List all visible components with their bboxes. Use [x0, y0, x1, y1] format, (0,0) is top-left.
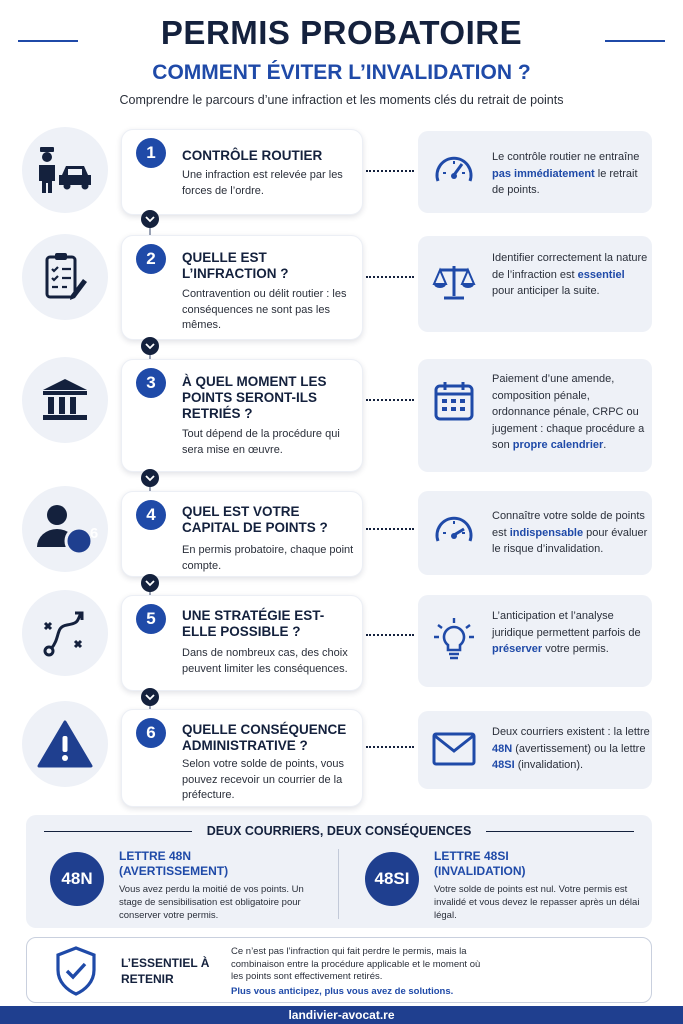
two-letters-panel: [26, 815, 652, 928]
chevron-down-icon: [141, 469, 159, 487]
letter-48si-heading: LETTRE 48SI (INVALIDATION): [434, 849, 526, 878]
info-text-5: [492, 608, 648, 658]
step-text-6: Selon votre solde de points, vous pouvez recevoir un courrier de la préfecture.: [182, 758, 345, 801]
key-takeaway-highlight: Plus vous anticipez, plus vous avez de solutions.: [231, 986, 454, 997]
envelope-icon: [432, 727, 476, 771]
user-points-icon: [22, 486, 108, 572]
step-text-3: Tout dépend de la procédure qui sera mise en œuvre.: [182, 428, 340, 456]
info-card-6: [418, 711, 652, 789]
info-text-5-b: votre permis.: [542, 643, 609, 655]
scales-icon: [432, 260, 476, 304]
info-text-2-b: pour anticiper la suite.: [492, 285, 600, 297]
info-highlight-4: indispensable: [509, 526, 584, 539]
footer-link[interactable]: landivier-avocat.re: [0, 1006, 683, 1024]
step-number-3: 3: [136, 368, 166, 398]
info-highlight-1: pas immédiatement: [492, 167, 595, 180]
step-card-6: [121, 709, 363, 807]
connector-dots-2: [366, 276, 414, 278]
chevron-down-icon: [141, 337, 159, 355]
chevron-down-icon: [141, 688, 159, 706]
badge-48n: 48N: [50, 852, 104, 906]
points-badge: 6: [89, 525, 99, 542]
step-title-5: UNE STRATÉGIE EST-ELLE POSSIBLE ?: [182, 608, 325, 639]
info-text-1-a: Le contrôle routier ne entraîne: [492, 151, 640, 163]
step-card-4: [121, 491, 363, 577]
step-number-2: 2: [136, 244, 166, 274]
step-card-5: [121, 595, 363, 691]
step-text-2: Contravention ou délit routier : les conséquences ne sont pas les mêmes.: [182, 288, 347, 331]
step-title-1: CONTRÔLE ROUTIER: [182, 148, 323, 163]
lightbulb-icon: [432, 617, 476, 661]
info-text-6-b: (avertissement) ou la lettre: [512, 742, 646, 755]
page-title: PERMIS PROBATOIRE: [160, 14, 523, 51]
info-highlight-3: propre calendrier: [512, 439, 604, 451]
step-text-4: En permis probatoire, chaque point compte.: [182, 544, 354, 572]
courthouse-icon: [22, 357, 108, 443]
info-text-4-b: pour évaluer le risque d’invalidation.: [492, 526, 648, 555]
police-car-icon: [22, 127, 108, 213]
connector-dots-5: [366, 634, 414, 636]
key-takeaway-panel: [26, 937, 652, 1003]
chevron-down-icon: [141, 210, 159, 228]
info-text-4-a: Connaître votre solde de points est: [492, 510, 645, 539]
info-text-3-b: .: [603, 439, 607, 451]
calendar-icon: [432, 379, 476, 423]
info-text-3: [492, 371, 648, 454]
step-number-1: 1: [136, 138, 166, 168]
warning-icon: [22, 701, 108, 787]
gauge-icon: [432, 149, 476, 193]
connector-dots-1: [366, 170, 414, 172]
step-card-1: [121, 129, 363, 215]
connector-dots-6: [366, 746, 414, 748]
key-takeaway-text: Ce n’est pas l’infraction qui fait perdre le permis, mais la combinaison entre la procédure applicable et le moment où les points sont effectivement retirés.: [231, 946, 481, 982]
info-text-3-a: Paiement d’une amende, composition pénale, ordonnance pénale, CRPC ou jugement : chaque procédure a son: [492, 373, 645, 451]
info-card-2: [418, 236, 652, 332]
step-title-6: QUELLE CONSÉQUENCE ADMINISTRATIVE ?: [182, 722, 347, 753]
info-card-5: [418, 595, 652, 687]
letter-48si-text: Votre solde de points est nul. Votre permis est invalidé et vous devez le repasser après un délai légal.: [434, 884, 640, 921]
info-text-1: [492, 149, 648, 199]
letter-48n-heading: LETTRE 48N (AVERTISSEMENT): [119, 849, 229, 878]
step-title-4: QUEL EST VOTRE CAPITAL DE POINTS ?: [182, 504, 328, 535]
info-highlight-2: essentiel: [577, 268, 625, 281]
info-text-5-a: L’anticipation et l’analyse juridique permettent parfois de: [492, 610, 641, 639]
two-letters-title: DEUX COURRIERS, DEUX CONSÉQUENCES: [206, 824, 472, 838]
intro-text: Comprendre le parcours d’une infraction et les moments clés du retrait de points: [119, 93, 564, 107]
step-card-3: [121, 359, 363, 472]
connector-dots-4: [366, 528, 414, 530]
info-text-6-a: Deux courriers existent : la lettre: [492, 726, 650, 738]
step-number-4: 4: [136, 500, 166, 530]
key-takeaway-title: L’ESSENTIEL À RETENIR: [121, 956, 210, 986]
chevron-down-icon: [141, 574, 159, 592]
gauge-icon: [432, 509, 476, 553]
info-text-1-b: le retrait de points.: [492, 167, 638, 196]
info-text-6-c: (invalidation).: [514, 759, 584, 771]
step-number-6: 6: [136, 718, 166, 748]
info-text-6: [492, 724, 650, 774]
badge-48si: 48SI: [365, 852, 419, 906]
step-title-2: QUELLE EST L’INFRACTION ?: [182, 250, 289, 281]
panel-divider: [338, 849, 339, 919]
connector-dots-3: [366, 399, 414, 401]
page-subtitle: COMMENT ÉVITER L’INVALIDATION ?: [152, 61, 531, 84]
info-highlight-6b: 48SI: [492, 759, 515, 771]
info-highlight-5: préserver: [492, 643, 543, 655]
info-card-1: [418, 131, 652, 213]
shield-check-icon: [55, 946, 97, 1001]
info-text-2-a: Identifier correctement la nature de l’infraction est: [492, 252, 648, 281]
info-card-3: [418, 359, 652, 472]
step-number-5: 5: [136, 604, 166, 634]
letter-48n-text: Vous avez perdu la moitié de vos points. Un stage de sensibilisation est obligatoire pour conserver votre permis.: [119, 884, 304, 921]
info-card-4: [418, 491, 652, 575]
step-card-2: [121, 235, 363, 340]
step-text-5: Dans de nombreux cas, des choix peuvent limiter les conséquences.: [182, 647, 348, 675]
step-title-3: À QUEL MOMENT LES POINTS SERONT-ILS RETRIÉS ?: [182, 374, 327, 421]
info-text-4: [492, 508, 648, 558]
info-highlight-6a: 48N: [492, 742, 513, 755]
step-text-1: Une infraction est relevée par les forces de l’ordre.: [182, 169, 343, 197]
strategy-icon: [22, 590, 108, 676]
info-text-2: [492, 250, 648, 300]
checklist-icon: [22, 234, 108, 320]
